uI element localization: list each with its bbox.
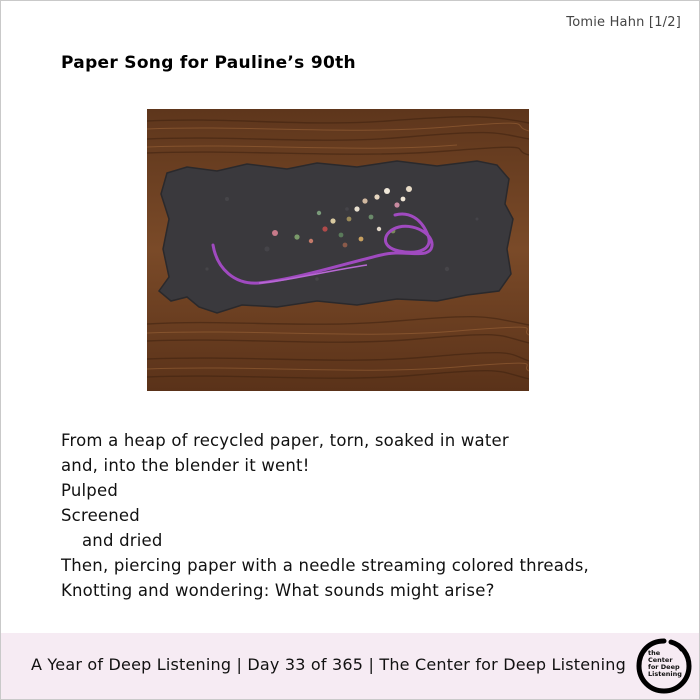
poem-line: Knotting and wondering: What sounds might arise? — [61, 581, 495, 600]
poem-line: From a heap of recycled paper, torn, soaked in water — [61, 431, 509, 450]
poem-line: Pulped — [61, 481, 119, 500]
logo-text — [648, 650, 682, 678]
deep-listening-logo — [635, 637, 693, 695]
logo-line: for Deep — [648, 663, 680, 671]
poem-line: Then, piercing paper with a needle streaming colored threads, — [61, 556, 590, 575]
logo-line: the — [648, 649, 661, 657]
poem — [61, 428, 661, 603]
footer-banner — [1, 633, 699, 699]
footer-caption: A Year of Deep Listening | Day 33 of 365 | The Center for Deep Listening — [31, 655, 626, 674]
poem-line: and, into the blender it went! — [61, 456, 310, 475]
logo-line: Listening — [648, 670, 682, 678]
poem-line: Screened — [61, 506, 140, 525]
poem-line: and dried — [82, 531, 163, 550]
author-credit: Tomie Hahn [1/2] — [566, 15, 681, 30]
logo-line: Center — [648, 656, 673, 664]
artwork-photo — [147, 109, 529, 391]
page-title: Paper Song for Pauline’s 90th — [61, 53, 356, 73]
